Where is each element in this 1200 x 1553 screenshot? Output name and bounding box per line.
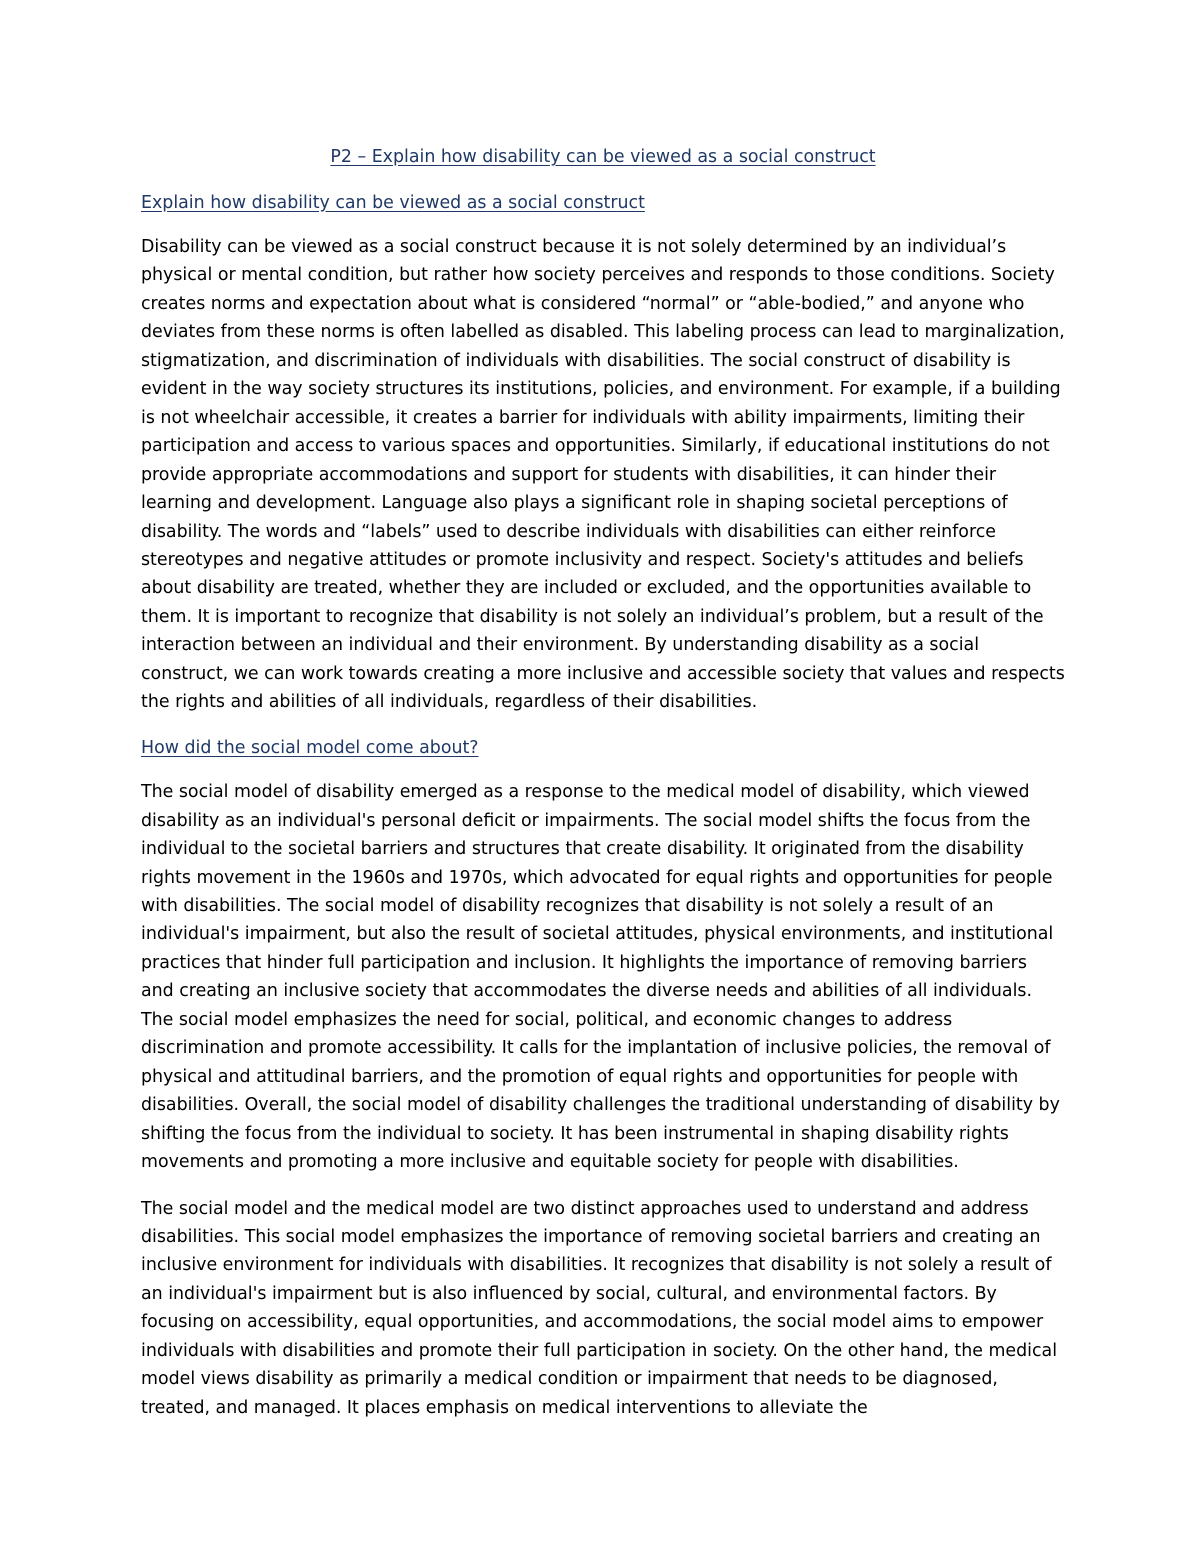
document-body xyxy=(141,143,1065,1422)
section-heading-social-construct: Explain how disability can be viewed as a social construct xyxy=(141,192,645,213)
paragraph-social-model-origin: The social model of disability emerged as a response to the medical model of disability, which viewed disability as an individual's personal deficit or impairments. The social model shifts the focus from the individual to the societal barriers and structures that create disability. It originated from the disability rights movement in the 1960s and 1970s, which advocated for equal rights and opportunities for people with disabilities. The social model of disability recognizes that disability is not solely a result of an individual's impairment, but also the result of societal attitudes, physical environments, and institutional practices that hinder full participation and inclusion. It highlights the importance of removing barriers and creating an inclusive society that accommodates the diverse needs and abilities of all individuals. The social model emphasizes the need for social, political, and economic changes to address discrimination and promote accessibility. It calls for the implantation of inclusive policies, the removal of physical and attitudinal barriers, and the promotion of equal rights and opportunities for people with disabilities. Overall, the social model of disability challenges the traditional understanding of disability by shifting the focus from the individual to society. It has been instrumental in shaping disability rights movements and promoting a more inclusive and equitable society for people with disabilities. xyxy=(141,782,1060,1173)
spacer xyxy=(141,1177,1065,1195)
spacer xyxy=(141,172,1065,189)
document-title: P2 – Explain how disability can be viewed as a social construct xyxy=(330,147,876,167)
spacer xyxy=(141,217,1065,233)
section-heading-social-model-origin: How did the social model come about? xyxy=(141,737,479,758)
paragraph-social-construct: Disability can be viewed as a social construct because it is not solely determined by an individual’s physical or mental condition, but rather how society perceives and responds to those conditions. Society creates norms and expectation about what is considered “normal” or “able-bodied,” and anyone who deviates from these norms is often labelled as disabled. This labeling process can lead to marginalization, stigmatization, and discrimination of individuals with disabilities. The social construct of disability is evident in the way society structures its institutions, policies, and environment. For example, if a building is not wheelchair accessible, it creates a barrier for individuals with ability impairments, limiting their participation and access to various spaces and opportunities. Similarly, if educational institutions do not provide appropriate accommodations and support for students with disabilities, it can hinder their learning and development. Language also plays a significant role in shaping societal perceptions of disability. The words and “labels” used to describe individuals with disabilities can either reinforce stereotypes and negative attitudes or promote inclusivity and respect. Society's attitudes and beliefs about disability are treated, whether they are included or excluded, and the opportunities available to them. It is important to recognize that disability is not solely an individual’s problem, but a result of the interaction between an individual and their environment. By understanding disability as a social construct, we can work towards creating a more inclusive and accessible society that values and respects the rights and abilities of all individuals, regardless of their disabilities. xyxy=(141,237,1065,713)
paragraph-social-vs-medical-model: The social model and the medical model are two distinct approaches used to understand and address disabilities. This social model emphasizes the importance of removing societal barriers and creating an inclusive environment for individuals with disabilities. It recognizes that disability is not solely a result of an individual's impairment but is also influenced by social, cultural, and environmental factors. By focusing on accessibility, equal opportunities, and accommodations, the social model aims to empower individuals with disabilities and promote their full participation in society. On the other hand, the medical model views disability as primarily a medical condition or impairment that needs to be diagnosed, treated, and managed. It places emphasis on medical interventions to alleviate the xyxy=(141,1198,1058,1418)
spacer xyxy=(141,717,1065,734)
spacer xyxy=(141,762,1065,778)
